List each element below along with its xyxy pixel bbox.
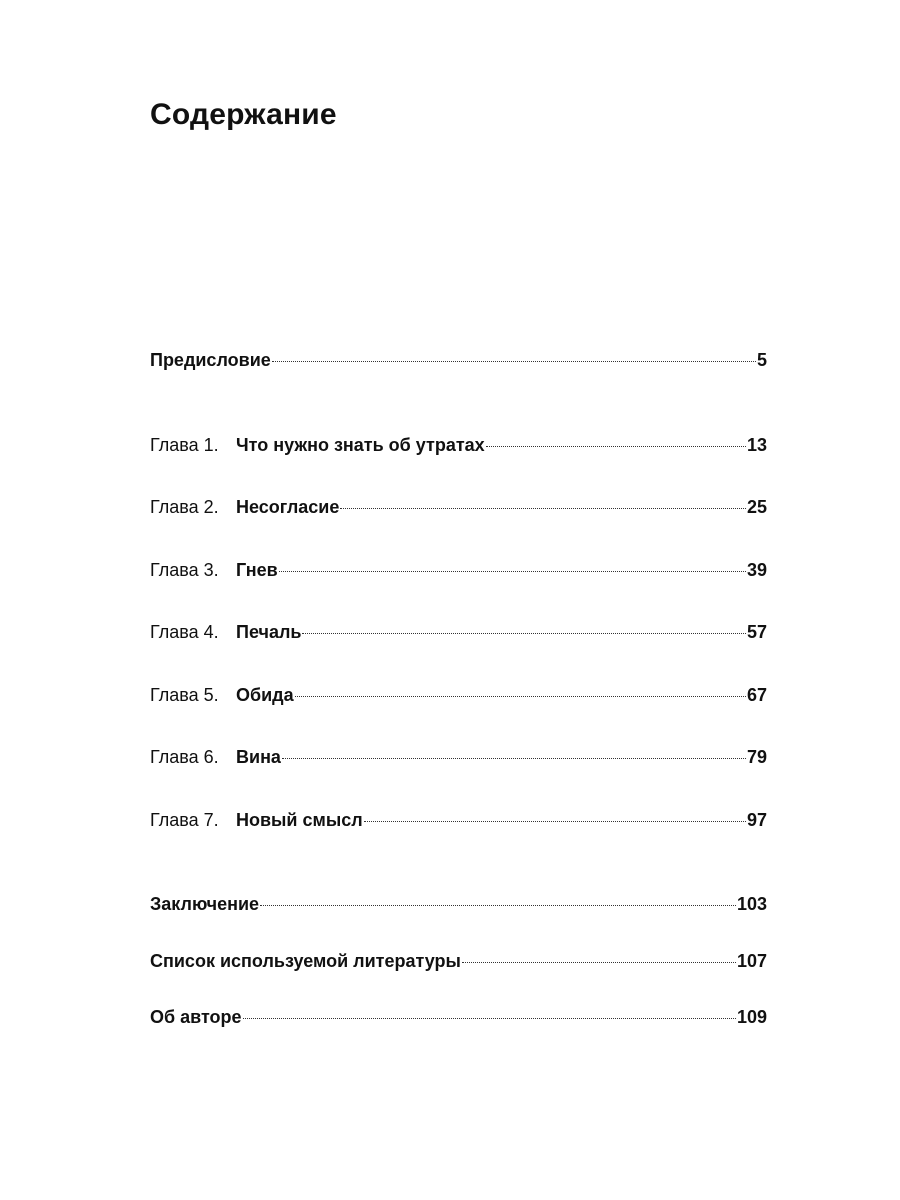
chapter-label: Глава 3. [150, 560, 219, 580]
page-number: 109 [736, 1007, 767, 1027]
dot-leader [295, 696, 746, 697]
dot-leader [486, 446, 746, 447]
entry-title: Предисловие [150, 350, 271, 370]
page-number: 5 [756, 350, 767, 370]
page-number: 107 [736, 951, 767, 971]
page-number: 103 [736, 894, 767, 914]
entry-title: Новый смысл [236, 810, 363, 830]
dot-leader [364, 821, 746, 822]
chapter-label: Глава 1. [150, 435, 219, 455]
dot-leader [260, 905, 736, 906]
toc-entry-references[interactable] [150, 949, 767, 973]
dot-leader [462, 962, 736, 963]
page-number: 97 [746, 810, 767, 830]
page-title: Содержание [150, 98, 337, 131]
toc-entry-preface[interactable] [150, 348, 767, 372]
toc-entry-chapter-1[interactable] [150, 433, 767, 457]
chapter-label: Глава 5. [150, 685, 219, 705]
chapter-label: Глава 2. [150, 497, 219, 517]
toc-entry-chapter-6[interactable] [150, 745, 767, 769]
page-number: 39 [746, 560, 767, 580]
page-number: 57 [746, 622, 767, 642]
toc-entry-chapter-3[interactable] [150, 558, 767, 582]
chapter-label: Глава 7. [150, 810, 219, 830]
entry-title: Вина [236, 747, 281, 767]
page-number: 67 [746, 685, 767, 705]
page-number: 25 [746, 497, 767, 517]
dot-leader [302, 633, 746, 634]
entry-title: Что нужно знать об утратах [236, 435, 485, 455]
toc-entry-chapter-2[interactable] [150, 495, 767, 519]
dot-leader [340, 508, 746, 509]
dot-leader [272, 361, 756, 362]
dot-leader [279, 571, 746, 572]
entry-title: Об авторе [150, 1007, 242, 1027]
toc-entry-conclusion[interactable] [150, 892, 767, 916]
toc-entry-chapter-7[interactable] [150, 808, 767, 832]
chapter-label: Глава 4. [150, 622, 219, 642]
page-number: 79 [746, 747, 767, 767]
entry-title: Заключение [150, 894, 260, 914]
entry-title: Печаль [236, 622, 302, 642]
entry-title: Несогласие [236, 497, 340, 517]
toc-entry-chapter-4[interactable] [150, 620, 767, 644]
entry-title: Обида [236, 685, 294, 705]
entry-title: Гнев [236, 560, 278, 580]
page-number: 13 [746, 435, 767, 455]
toc-entry-about-author[interactable] [150, 1005, 767, 1029]
dot-leader [282, 758, 746, 759]
chapter-label: Глава 6. [150, 747, 219, 767]
dot-leader [243, 1018, 736, 1019]
toc-entry-chapter-5[interactable] [150, 683, 767, 707]
entry-title: Список используемой литературы [150, 951, 461, 971]
